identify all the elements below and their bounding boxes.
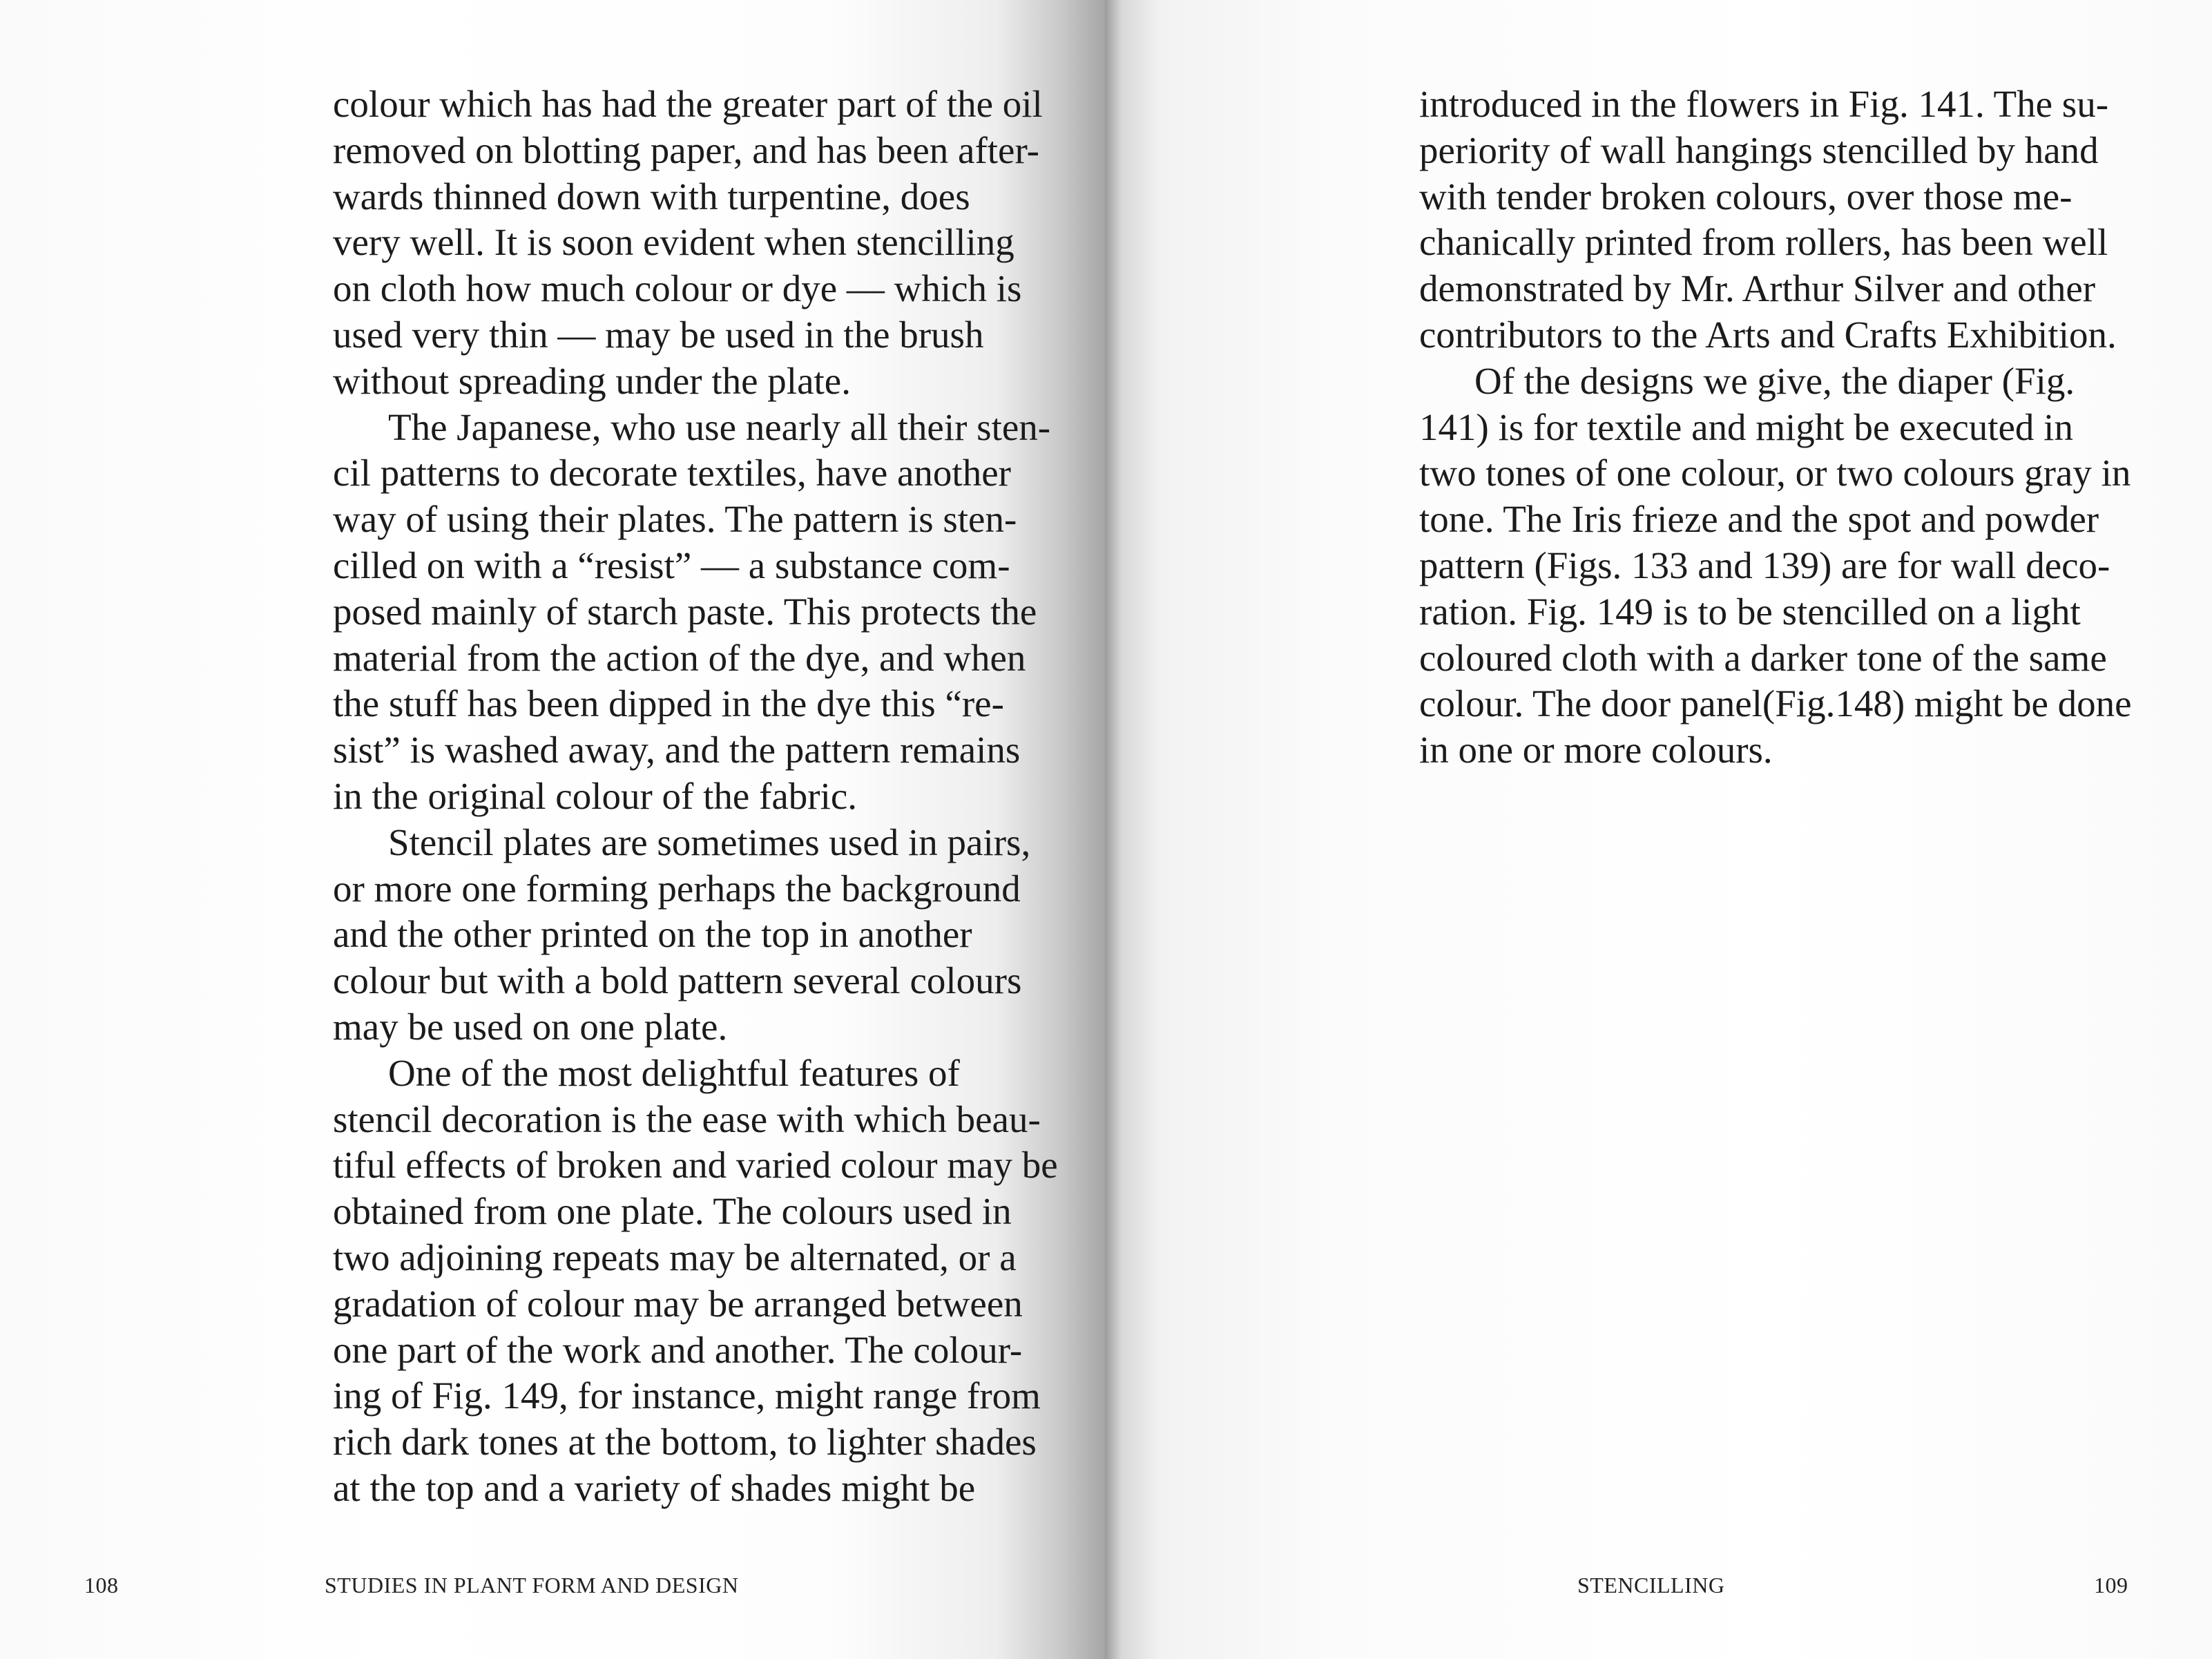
text-line: coloured cloth with a darker tone of the same bbox=[1419, 636, 2107, 679]
text-line: two adjoining repeats may be alternated, or a bbox=[333, 1236, 1017, 1278]
paragraph-first-line: The Japanese, who use nearly all their sten- bbox=[388, 405, 1051, 448]
running-head-right: STENCILLING bbox=[1577, 1573, 1725, 1598]
page-number-left: 108 bbox=[84, 1573, 119, 1598]
text-line: periority of wall hangings stencilled by hand bbox=[1419, 128, 2099, 171]
text-line: in one or more colours. bbox=[1419, 729, 1773, 771]
text-line: rich dark tones at the bottom, to lighter shades bbox=[333, 1421, 1037, 1464]
left-page bbox=[0, 0, 1105, 1659]
text-line: ing of Fig. 149, for instance, might range from bbox=[333, 1374, 1041, 1417]
running-head-left: STUDIES IN PLANT FORM AND DESIGN bbox=[325, 1573, 739, 1598]
right-page-body-text bbox=[1419, 81, 2132, 774]
text-line: at the top and a variety of shades might be bbox=[333, 1466, 976, 1509]
text-line: wards thinned down with turpentine, does bbox=[333, 175, 970, 218]
text-line: two tones of one colour, or two colours gray in bbox=[1419, 452, 2131, 495]
text-line: 141) is for textile and might be executed in bbox=[1419, 405, 2073, 448]
text-line: ration. Fig. 149 is to be stencilled on a light bbox=[1419, 590, 2081, 633]
text-line: the stuff has been dipped in the dye this “re- bbox=[333, 682, 1004, 725]
text-line: cilled on with a “resist” — a substance com- bbox=[333, 544, 1010, 586]
text-line: without spreading under the plate. bbox=[333, 359, 851, 402]
text-line: with tender broken colours, over those me- bbox=[1419, 175, 2072, 218]
text-line: and the other printed on the top in another bbox=[333, 913, 972, 956]
text-line: introduced in the flowers in Fig. 141. The su- bbox=[1419, 83, 2109, 125]
text-line: on cloth how much colour or dye — which is bbox=[333, 267, 1022, 310]
left-page-body-text bbox=[333, 81, 1058, 1512]
text-line: demonstrated by Mr. Arthur Silver and other bbox=[1419, 267, 2096, 310]
text-line: tone. The Iris frieze and the spot and powder bbox=[1419, 498, 2099, 541]
text-line: stencil decoration is the ease with which beau- bbox=[333, 1097, 1041, 1140]
text-line: cil patterns to decorate textiles, have another bbox=[333, 452, 1011, 495]
text-line: posed mainly of starch paste. This protects the bbox=[333, 590, 1037, 633]
text-line: very well. It is soon evident when stencilling bbox=[333, 221, 1014, 264]
paragraph-first-line: Of the designs we give, the diaper (Fig. bbox=[1474, 359, 2075, 402]
text-line: contributors to the Arts and Crafts Exhibition. bbox=[1419, 313, 2117, 356]
text-line: way of using their plates. The pattern is sten- bbox=[333, 498, 1017, 541]
text-line: one part of the work and another. The colour- bbox=[333, 1328, 1023, 1371]
text-line: in the original colour of the fabric. bbox=[333, 774, 858, 817]
text-line: or more one forming perhaps the background bbox=[333, 867, 1021, 910]
right-page bbox=[1105, 0, 2212, 1659]
page-number-right: 109 bbox=[2094, 1573, 2128, 1598]
text-line: pattern (Figs. 133 and 139) are for wall deco- bbox=[1419, 544, 2110, 586]
text-line: material from the action of the dye, and when bbox=[333, 636, 1026, 679]
text-line: colour. The door panel(Fig.148) might be done bbox=[1419, 682, 2132, 725]
text-line: may be used on one plate. bbox=[333, 1005, 728, 1048]
text-line: gradation of colour may be arranged between bbox=[333, 1282, 1023, 1325]
text-line: chanically printed from rollers, has been well bbox=[1419, 221, 2108, 264]
text-line: tiful effects of broken and varied colour may be bbox=[333, 1144, 1058, 1187]
text-line: obtained from one plate. The colours used in bbox=[333, 1190, 1012, 1233]
text-line: removed on blotting paper, and has been after- bbox=[333, 128, 1039, 171]
paragraph-first-line: One of the most delightful features of bbox=[388, 1051, 960, 1094]
paragraph-first-line: Stencil plates are sometimes used in pairs, bbox=[388, 821, 1031, 863]
text-line: colour but with a bold pattern several colours bbox=[333, 959, 1022, 1002]
text-line: used very thin — may be used in the brush bbox=[333, 313, 984, 356]
text-line: colour which has had the greater part of the oil bbox=[333, 83, 1043, 125]
text-line: sist” is washed away, and the pattern remains bbox=[333, 729, 1021, 771]
